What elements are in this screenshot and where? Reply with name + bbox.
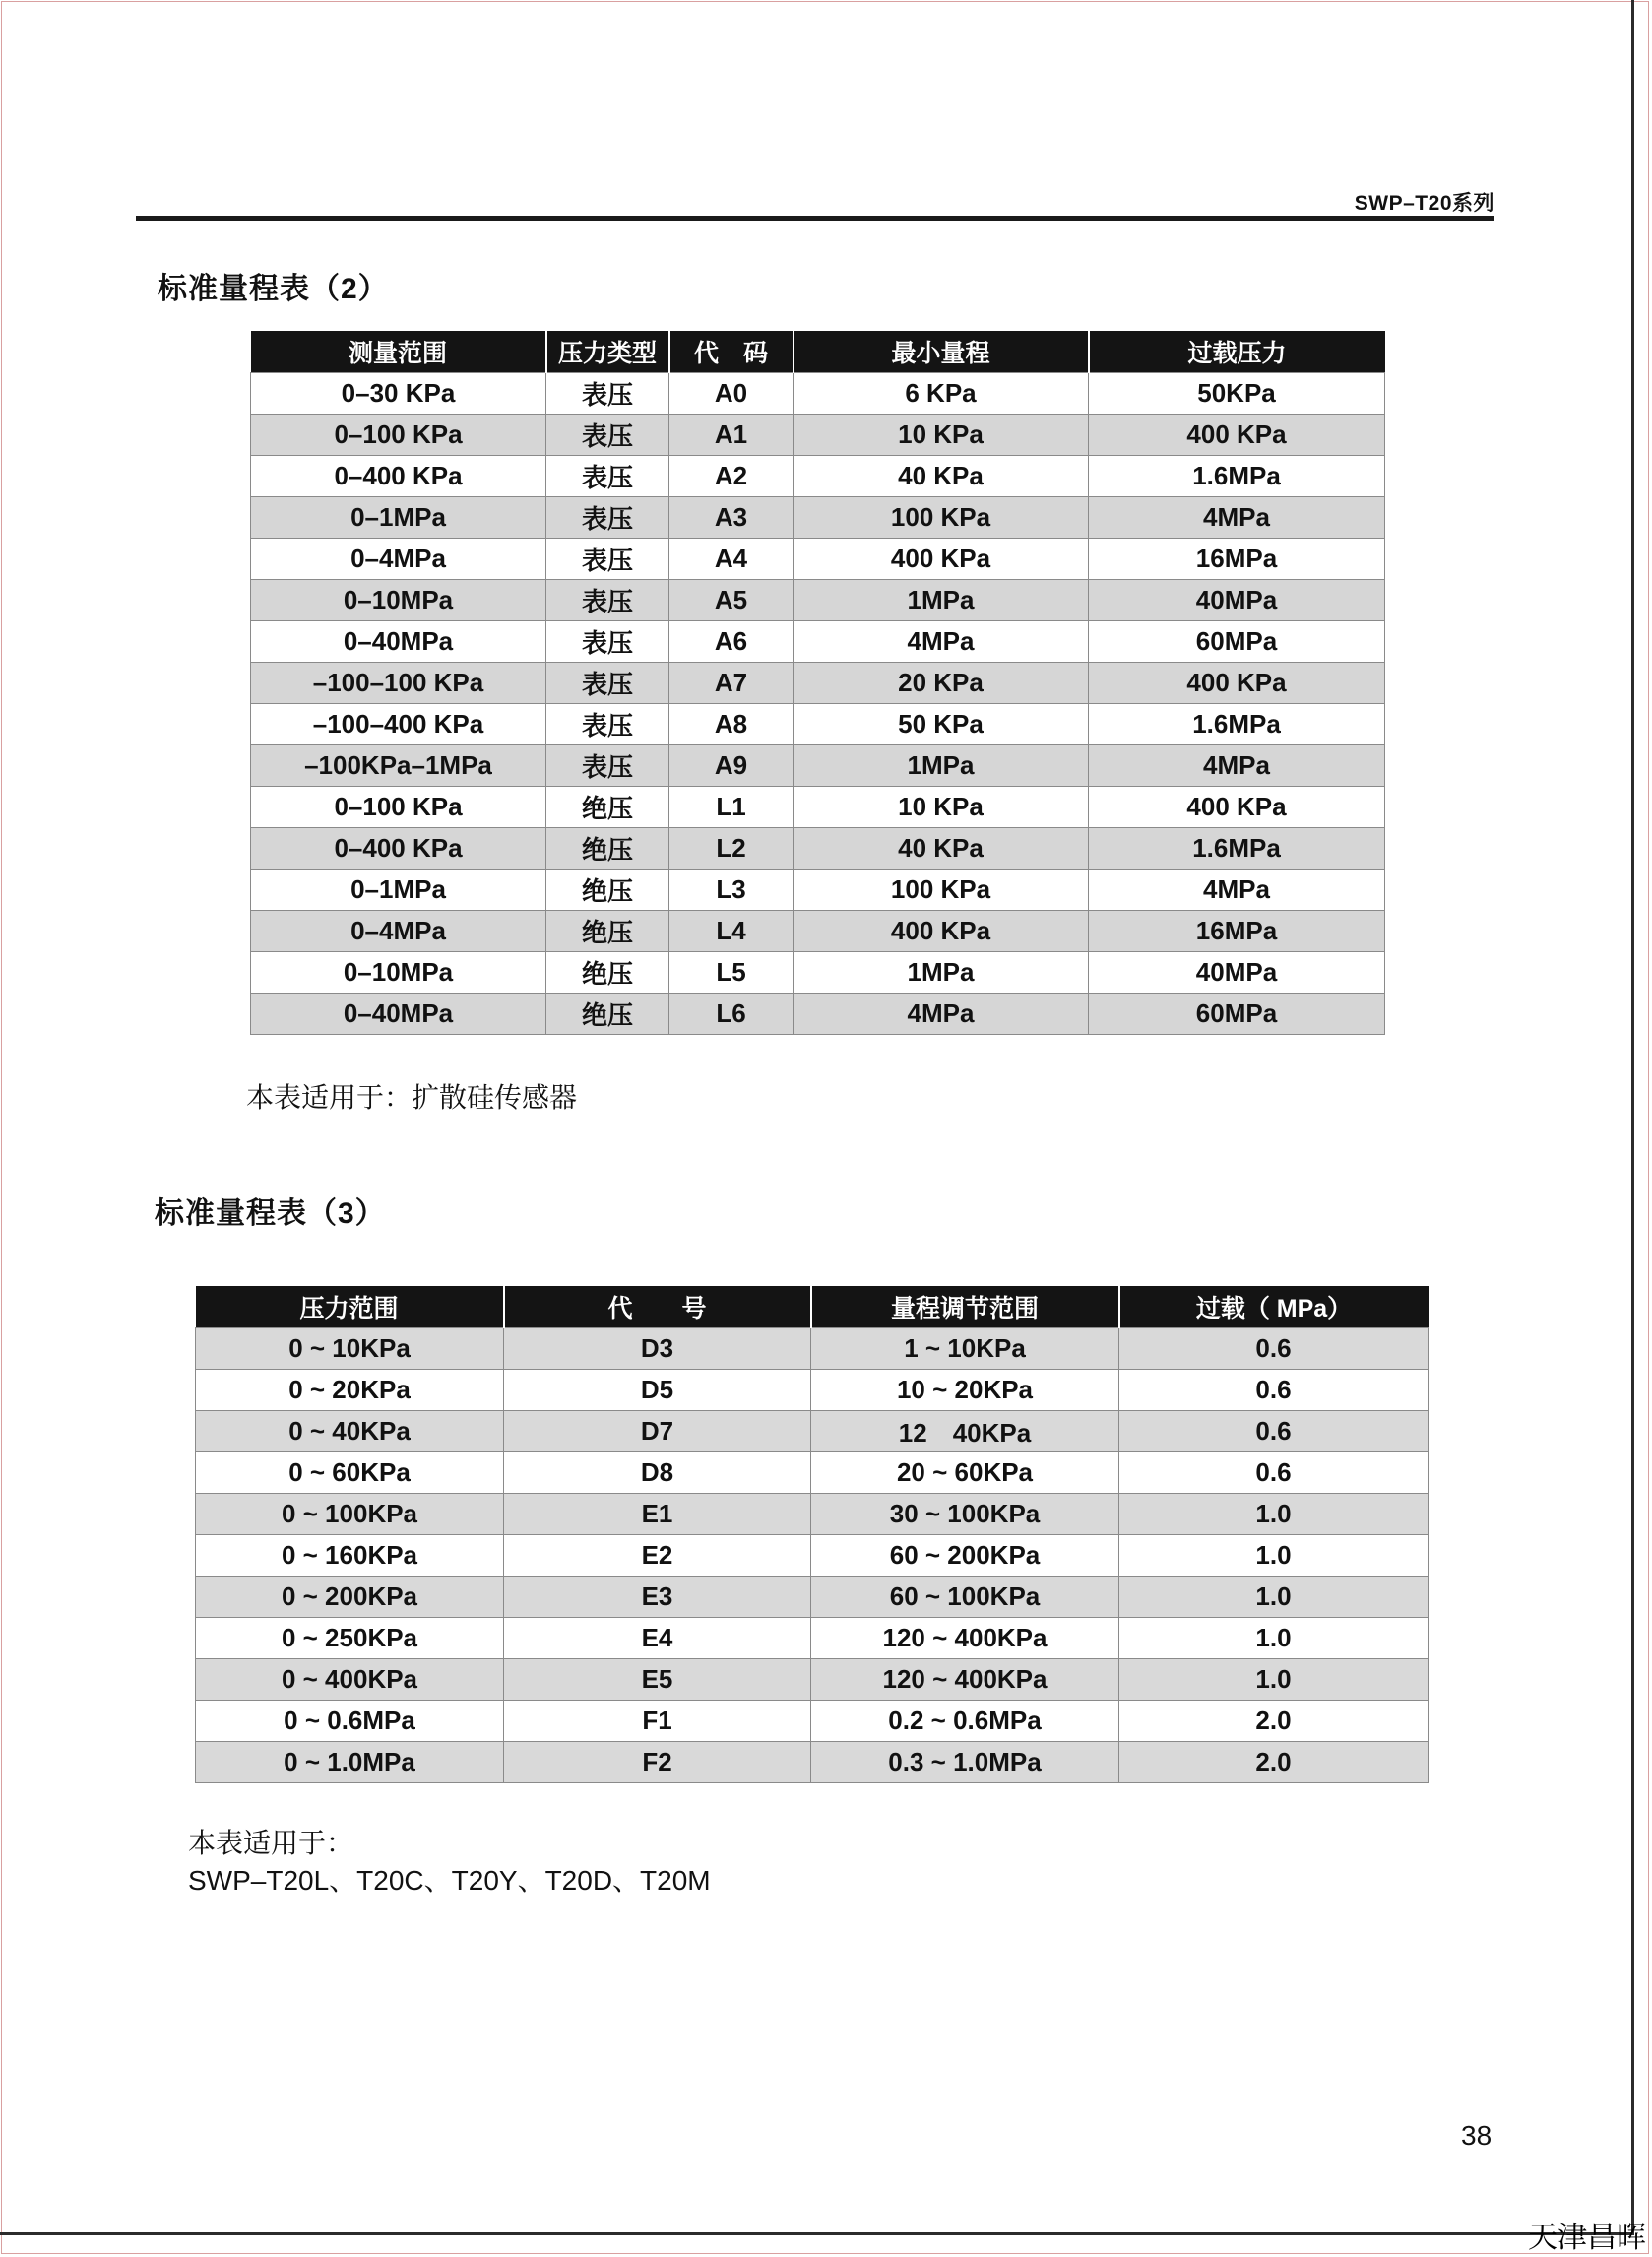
table-cell: 16MPa [1089, 539, 1385, 580]
table-cell: L1 [669, 787, 794, 828]
table-cell: 绝压 [546, 911, 669, 952]
table-cell: 0.6 [1119, 1370, 1429, 1411]
table-cell: 表压 [546, 456, 669, 497]
table-cell: 60MPa [1089, 621, 1385, 663]
table-cell: 0 ~ 1.0MPa [196, 1742, 504, 1783]
table-header-row [251, 331, 1385, 373]
table-cell: 0.3 ~ 1.0MPa [811, 1742, 1119, 1783]
table-cell: 400 KPa [1089, 415, 1385, 456]
table-cell: E4 [504, 1618, 811, 1659]
table-cell: 1.0 [1119, 1618, 1429, 1659]
table-row [251, 828, 1385, 870]
table-row [196, 1535, 1429, 1577]
table-row [251, 787, 1385, 828]
table-cell: E2 [504, 1535, 811, 1577]
table-cell: 400 KPa [1089, 787, 1385, 828]
table-cell: 0 ~ 250KPa [196, 1618, 504, 1659]
table-cell: 0–1MPa [251, 870, 546, 911]
table-cell: 20 ~ 60KPa [811, 1452, 1119, 1494]
table-cell: 40 KPa [794, 828, 1089, 870]
table-cell: 绝压 [546, 952, 669, 994]
table-row [251, 539, 1385, 580]
table-cell: 400 KPa [794, 539, 1089, 580]
table-cell: 表压 [546, 497, 669, 539]
table-cell: 1.0 [1119, 1494, 1429, 1535]
table-row [196, 1659, 1429, 1701]
table-cell: 0 ~ 200KPa [196, 1577, 504, 1618]
table-row [196, 1618, 1429, 1659]
header-cell: 量程调节范围 [811, 1286, 1119, 1328]
header-cell: 代 码 [669, 331, 794, 373]
table-cell: 4MPa [1089, 745, 1385, 787]
table-cell: 0–400 KPa [251, 828, 546, 870]
table-cell: –100KPa–1MPa [251, 745, 546, 787]
header-cell: 代 号 [504, 1286, 811, 1328]
table-cell: L5 [669, 952, 794, 994]
table-cell: A0 [669, 373, 794, 415]
table-cell: A2 [669, 456, 794, 497]
table-row [251, 456, 1385, 497]
table-row [196, 1328, 1429, 1370]
table-cell: 0–10MPa [251, 580, 546, 621]
table-cell: 表压 [546, 621, 669, 663]
table-cell: D5 [504, 1370, 811, 1411]
table-cell: 0.6 [1119, 1328, 1429, 1370]
table-row [251, 621, 1385, 663]
table-header-row [196, 1286, 1429, 1328]
table-cell: 表压 [546, 580, 669, 621]
header-cell: 压力范围 [196, 1286, 504, 1328]
table-cell: 20 KPa [794, 663, 1089, 704]
table-cell: E3 [504, 1577, 811, 1618]
table-row [251, 994, 1385, 1035]
table-cell: A1 [669, 415, 794, 456]
table-row [196, 1452, 1429, 1494]
table-cell: 表压 [546, 663, 669, 704]
table-cell: 绝压 [546, 787, 669, 828]
table-cell: E5 [504, 1659, 811, 1701]
table-cell: 0 ~ 400KPa [196, 1659, 504, 1701]
table-cell: 0–30 KPa [251, 373, 546, 415]
table-cell: A5 [669, 580, 794, 621]
table-cell: 1.0 [1119, 1577, 1429, 1618]
table2-title: 标准量程表（2） [158, 273, 389, 305]
table-cell: 2.0 [1119, 1701, 1429, 1742]
table-cell: L3 [669, 870, 794, 911]
table-cell: 16MPa [1089, 911, 1385, 952]
header-cell: 过载压力 [1089, 331, 1385, 373]
table-cell: 10 KPa [794, 787, 1089, 828]
table-cell: –100–400 KPa [251, 704, 546, 745]
table-cell: 绝压 [546, 828, 669, 870]
table-row [196, 1411, 1429, 1452]
table-cell: 1.6MPa [1089, 704, 1385, 745]
table-cell: 0–4MPa [251, 539, 546, 580]
table3-note-line1: 本表适用于： [188, 1828, 354, 1858]
table-cell: L2 [669, 828, 794, 870]
table-cell: 120 ~ 400KPa [811, 1618, 1119, 1659]
table-cell: 表压 [546, 415, 669, 456]
header-cell: 过载（ MPa） [1119, 1286, 1429, 1328]
table-row [251, 663, 1385, 704]
table-cell: 0–10MPa [251, 952, 546, 994]
table-cell: 0–40MPa [251, 994, 546, 1035]
table-cell: 0 ~ 160KPa [196, 1535, 504, 1577]
table-cell: 绝压 [546, 994, 669, 1035]
table-cell: 1.0 [1119, 1535, 1429, 1577]
table-cell: 4MPa [794, 621, 1089, 663]
table-row [196, 1370, 1429, 1411]
table-row [251, 870, 1385, 911]
table-row [251, 911, 1385, 952]
table-cell: 表压 [546, 373, 669, 415]
table-cell: F1 [504, 1701, 811, 1742]
table-cell: 6 KPa [794, 373, 1089, 415]
table-cell: L6 [669, 994, 794, 1035]
table-cell: 12 40KPa [811, 1411, 1119, 1452]
table3-note-line2: SWP–T20L、T20C、T20Y、T20D、T20M [188, 1865, 711, 1896]
table-cell: 1.6MPa [1089, 456, 1385, 497]
table-cell: 100 KPa [794, 870, 1089, 911]
table-cell: 0–4MPa [251, 911, 546, 952]
table-cell: 60 ~ 100KPa [811, 1577, 1119, 1618]
table-cell: 400 KPa [1089, 663, 1385, 704]
table-cell: 0 ~ 20KPa [196, 1370, 504, 1411]
header-cell: 最小量程 [794, 331, 1089, 373]
table-cell: 1.6MPa [1089, 828, 1385, 870]
table-cell: 0 ~ 100KPa [196, 1494, 504, 1535]
table-cell: D8 [504, 1452, 811, 1494]
table-cell: 60 ~ 200KPa [811, 1535, 1119, 1577]
table-cell: 10 KPa [794, 415, 1089, 456]
range-table-3 [195, 1286, 1429, 1783]
table-cell: 4MPa [794, 994, 1089, 1035]
series-label: SWP–T20系列 [1354, 192, 1494, 215]
table-cell: 30 ~ 100KPa [811, 1494, 1119, 1535]
header-rule [136, 216, 1494, 221]
table-cell: 0–400 KPa [251, 456, 546, 497]
table-cell: 120 ~ 400KPa [811, 1659, 1119, 1701]
table-cell: A7 [669, 663, 794, 704]
table-row [196, 1577, 1429, 1618]
table-cell: 0 ~ 0.6MPa [196, 1701, 504, 1742]
table-cell: F2 [504, 1742, 811, 1783]
table-cell: 表压 [546, 745, 669, 787]
table-cell: 10 ~ 20KPa [811, 1370, 1119, 1411]
table-cell: 60MPa [1089, 994, 1385, 1035]
table-cell: 表压 [546, 539, 669, 580]
table-cell: 4MPa [1089, 870, 1385, 911]
table-cell: E1 [504, 1494, 811, 1535]
table-cell: 0 ~ 10KPa [196, 1328, 504, 1370]
table-row [251, 580, 1385, 621]
table-row [251, 415, 1385, 456]
page-number: 38 [1461, 2120, 1493, 2151]
table-row [251, 704, 1385, 745]
table-cell: 40 KPa [794, 456, 1089, 497]
table-cell: 0 ~ 40KPa [196, 1411, 504, 1452]
table-cell: 40MPa [1089, 580, 1385, 621]
table-cell: A9 [669, 745, 794, 787]
table-cell: 50KPa [1089, 373, 1385, 415]
table-cell: 1MPa [794, 952, 1089, 994]
table-cell: 40MPa [1089, 952, 1385, 994]
header-cell: 测量范围 [251, 331, 546, 373]
table-cell: –100–100 KPa [251, 663, 546, 704]
table-cell: A3 [669, 497, 794, 539]
table-cell: 0 ~ 60KPa [196, 1452, 504, 1494]
table-cell: 100 KPa [794, 497, 1089, 539]
table-cell: 绝压 [546, 870, 669, 911]
table-cell: 1.0 [1119, 1659, 1429, 1701]
table-row [251, 497, 1385, 539]
table-row [196, 1494, 1429, 1535]
table-cell: 0.6 [1119, 1452, 1429, 1494]
table3-title: 标准量程表（3） [155, 1197, 386, 1230]
table-cell: 0–100 KPa [251, 787, 546, 828]
table-cell: A6 [669, 621, 794, 663]
table-row [251, 952, 1385, 994]
table-cell: L4 [669, 911, 794, 952]
range-table-2 [250, 331, 1385, 1035]
table-cell: 0–40MPa [251, 621, 546, 663]
table-row [251, 373, 1385, 415]
table-cell: 0–1MPa [251, 497, 546, 539]
table-cell: D3 [504, 1328, 811, 1370]
table-cell: 表压 [546, 704, 669, 745]
table-cell: A8 [669, 704, 794, 745]
table-cell: 0.2 ~ 0.6MPa [811, 1701, 1119, 1742]
table-cell: 0.6 [1119, 1411, 1429, 1452]
table-cell: 50 KPa [794, 704, 1089, 745]
header-cell: 压力类型 [546, 331, 669, 373]
table-cell: 4MPa [1089, 497, 1385, 539]
table-row [196, 1701, 1429, 1742]
table-cell: 2.0 [1119, 1742, 1429, 1783]
table-cell: A4 [669, 539, 794, 580]
watermark: 天津昌晖 [1528, 2222, 1646, 2254]
table-cell: 1 ~ 10KPa [811, 1328, 1119, 1370]
table-row [196, 1742, 1429, 1783]
table-cell: D7 [504, 1411, 811, 1452]
table-row [251, 745, 1385, 787]
table-cell: 0–100 KPa [251, 415, 546, 456]
table-cell: 1MPa [794, 580, 1089, 621]
table-cell: 1MPa [794, 745, 1089, 787]
table2-note: 本表适用于：扩散硅传感器 [246, 1082, 578, 1113]
table-cell: 400 KPa [794, 911, 1089, 952]
